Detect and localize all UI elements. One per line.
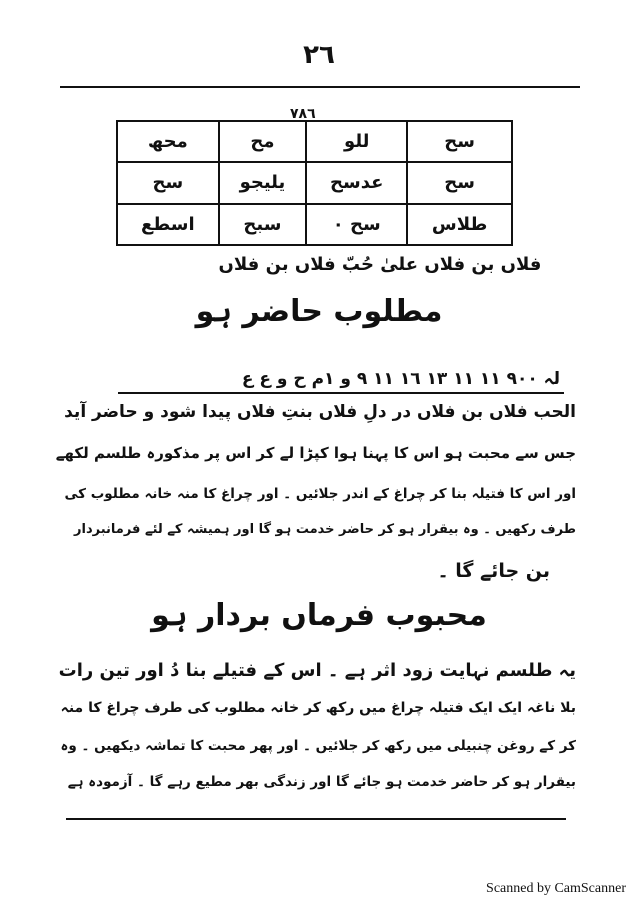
talisman-table (116, 120, 513, 246)
section2-heading: محبوب فرماں بردار ہو (151, 598, 487, 633)
section2-line: بیقرار ہو کر حاضر خدمت ہو جائے گا اور زندگی بھر مطیع رہے گا ۔ آزمودہ ہے (67, 774, 576, 790)
table-cell: سح (407, 162, 512, 203)
section2-line: کر کے روغن چنبیلی میں رکھ کر جلائیں ۔ اور پھر محبت کا تماشہ دیکھیں ۔ وہ (60, 738, 576, 754)
section1-line: بن جائے گا ۔ (437, 560, 550, 582)
section1-line: اور اس کا فتیلہ بنا کر چراغ کے اندر جلائیں ۔ اور چراغ کا منہ خانہ مطلوب کی (64, 486, 576, 502)
table-cell: یلیجو (219, 162, 307, 203)
footer-rule (66, 818, 566, 820)
table-row (117, 204, 512, 245)
table-cell: اسطع (117, 204, 219, 245)
table-cell: طلاس (407, 204, 512, 245)
table-cell: مح (219, 121, 307, 162)
table-row (117, 162, 512, 203)
table-cell: سبح (219, 204, 307, 245)
scanner-watermark: Scanned by CamScanner (486, 881, 626, 896)
table-cell: محھ (117, 121, 219, 162)
table-label: ٧٨٦ (290, 106, 316, 122)
section2-line: یہ طلسم نہایت زود اثر ہے ۔ اس کے فتیلے بنا دُ اور تین رات (58, 660, 576, 681)
table-cell: سح ٠ (306, 204, 407, 245)
table-cell: للو (306, 121, 407, 162)
table-row (117, 121, 512, 162)
number-row: لہ ٩٠٠ ١١ ١١ ١٣ ١٦ ١١ ٩ و ١م ح و ع ع (241, 369, 560, 389)
table-cell: عدسح (306, 162, 407, 203)
section1-line: الحب فلاں بن فلاں در دلِ فلاں بنتِ فلاں پیدا شود و حاضر آید (64, 402, 576, 422)
header-rule (60, 86, 580, 88)
section1-line: جس سے محبت ہو اس کا پہنا ہوا کپڑا لے کر اس پر مذکورہ طلسم لکھے (55, 444, 576, 462)
table-cell: سح (117, 162, 219, 203)
table-cell: سح (407, 121, 512, 162)
number-row-rule (118, 392, 564, 394)
section1-line: طرف رکھیں ۔ وہ بیقرار ہو کر حاضر خدمت ہو گا اور ہمیشہ کے لئے فرمانبردار (74, 522, 576, 537)
page-number: ٢٦ (303, 40, 335, 70)
section1-heading: مطلوب حاضر ہو (195, 294, 443, 329)
dedication-line: فلاں بن فلاں علیٰ حُبّ فلاں بن فلاں (218, 254, 542, 275)
section2-line: بلا ناغہ ایک ایک فتیلہ چراغ میں رکھ کر خانہ مطلوب کی طرف چراغ کا منہ (60, 700, 576, 716)
